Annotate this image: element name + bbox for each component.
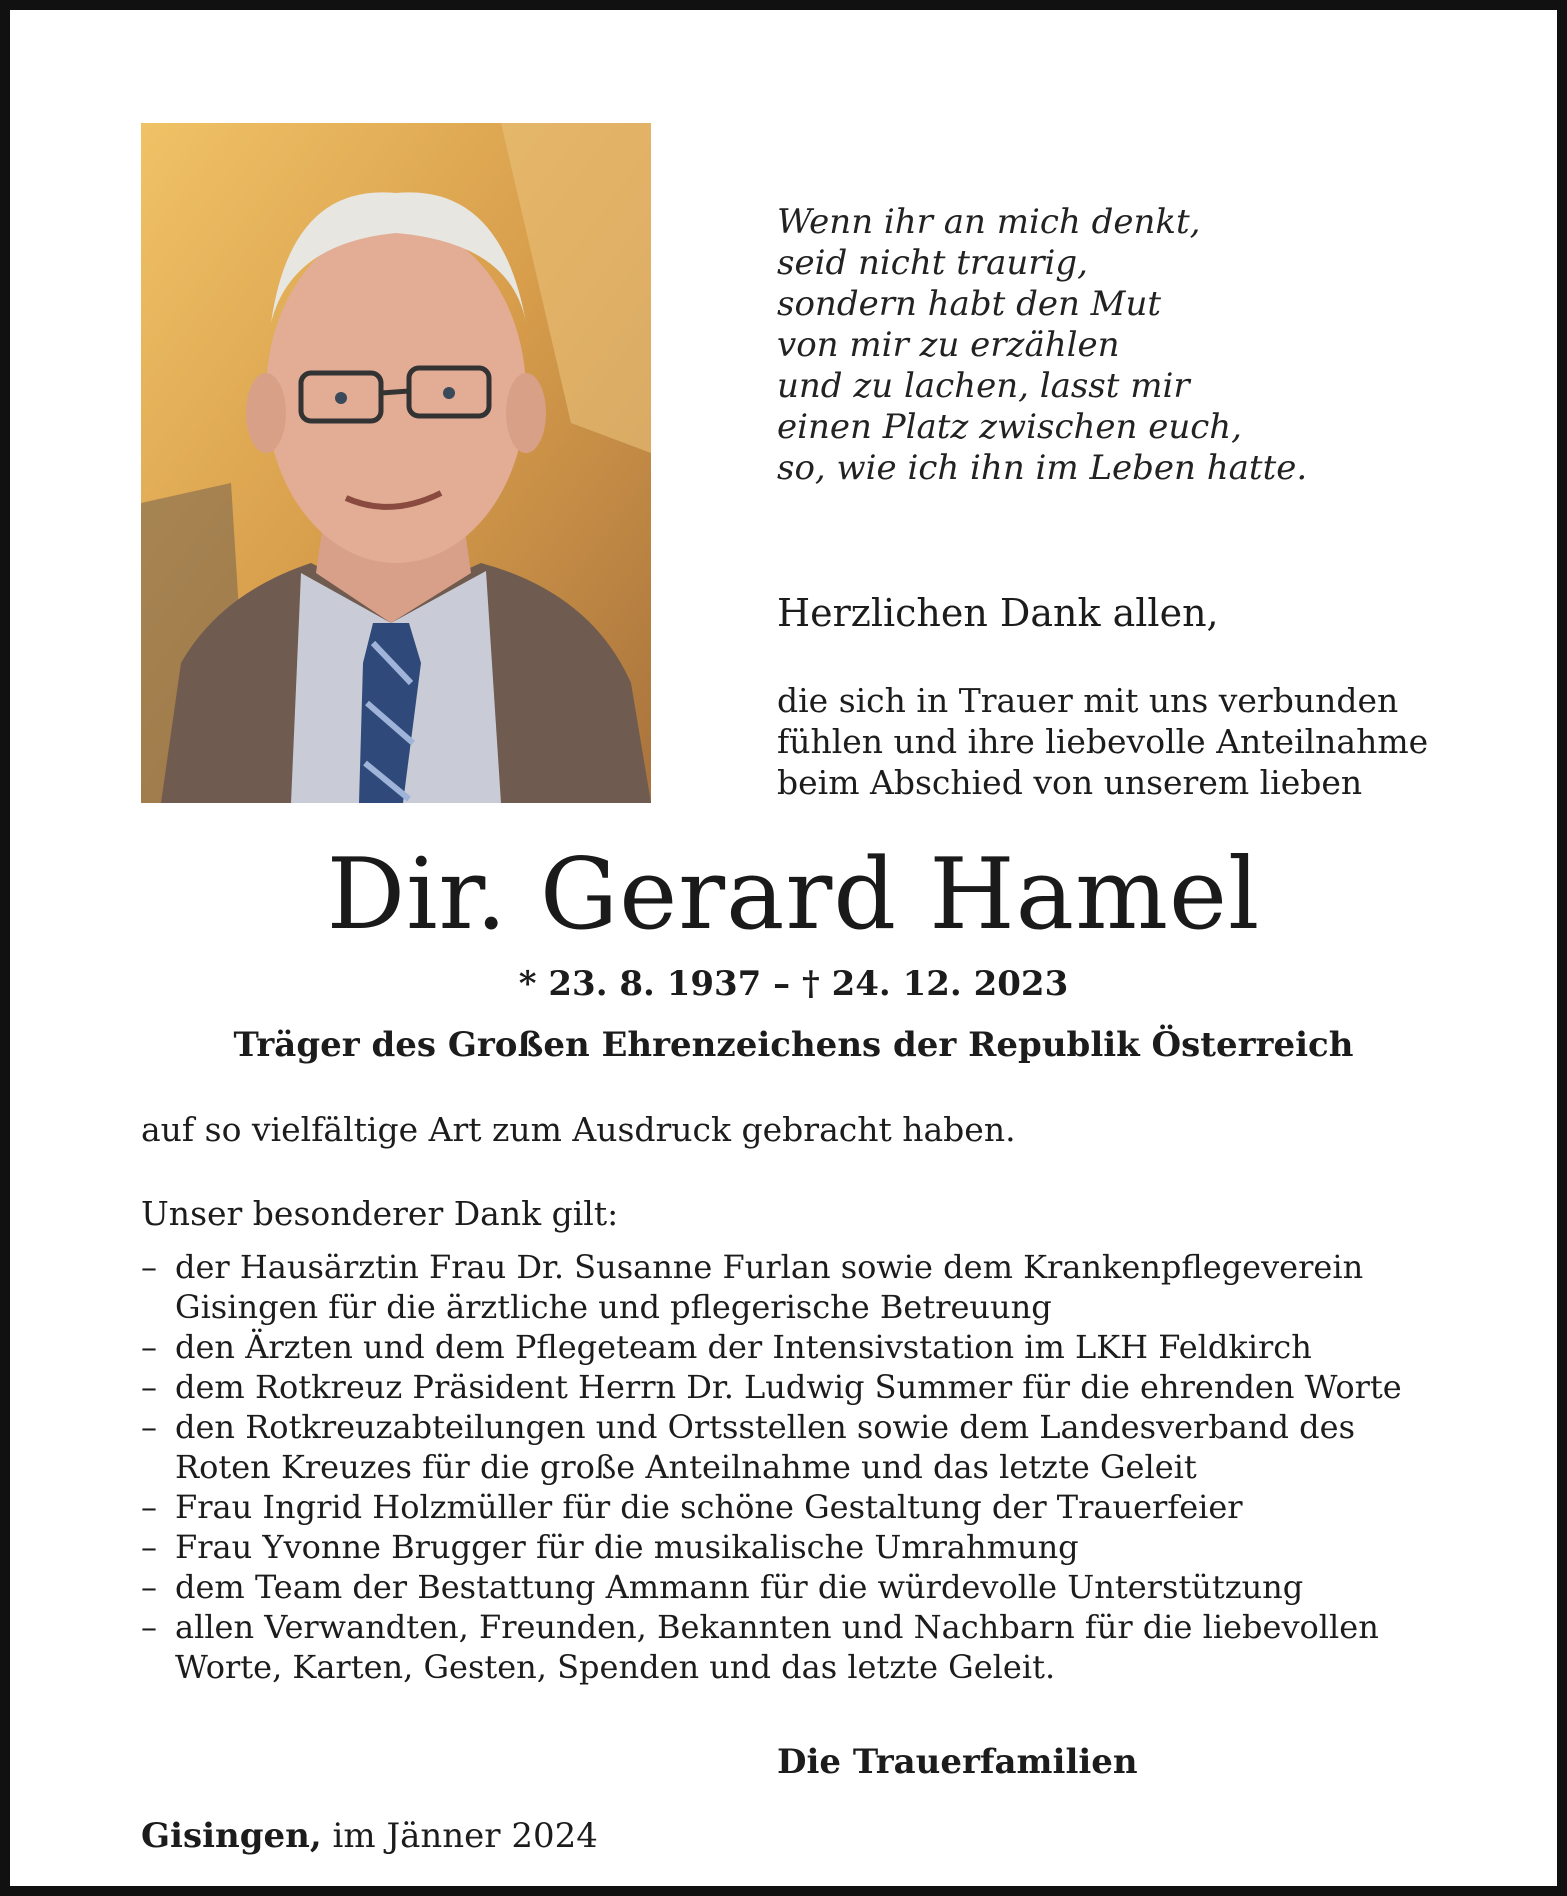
list-item-line: der Hausärztin Frau Dr. Susanne Furlan sowie dem Krankenpflegeverein [175,1248,1364,1286]
dash-marker: – [141,1368,157,1406]
intro-line: fühlen und ihre liebevolle Anteilnahme [777,722,1429,761]
thanks-heading: Herzlichen Dank allen, [777,591,1219,635]
poem-line: und zu lachen, lasst mir [777,366,1190,406]
special-thanks-heading: Unser besonderer Dank gilt: [141,1194,619,1233]
list-item-line: allen Verwandten, Freunden, Bekannten und Nachbarn für die liebevollen [175,1608,1379,1646]
dash-marker: – [141,1608,157,1646]
list-item [141,1527,1451,1567]
list-item [141,1407,1451,1487]
poem-line: sondern habt den Mut [777,284,1162,324]
list-item-line: Frau Yvonne Brugger für die musikalische Umrahmung [175,1528,1079,1566]
portrait-photo [141,123,651,803]
dash-marker: – [141,1248,157,1286]
dash-marker: – [141,1568,157,1606]
thanks-intro [777,680,1447,803]
dash-marker: – [141,1328,157,1366]
place-date-text: im Jänner 2024 [332,1816,598,1856]
list-item [141,1567,1451,1607]
list-item [141,1247,1451,1327]
dash-marker: – [141,1408,157,1446]
list-item-line: den Rotkreuzabteilungen und Ortsstellen sowie dem Landesverband des [175,1408,1355,1446]
poem [777,202,1377,489]
list-item [141,1367,1451,1407]
list-item-line: Worte, Karten, Gesten, Spenden und das letzte Geleit. [175,1648,1056,1686]
honor-title: Träger des Großen Ehrenzeichens der Republik Österreich [233,1025,1354,1065]
place-date [141,1814,598,1858]
list-item [141,1327,1451,1367]
poem-line: Wenn ihr an mich denkt, [777,202,1201,242]
list-item [141,1607,1451,1687]
list-item-line: Gisingen für die ärztliche und pflegerische Betreuung [175,1288,1052,1326]
list-item-line: Frau Ingrid Holzmüller für die schöne Gestaltung der Trauerfeier [175,1488,1243,1526]
list-item-line: dem Rotkreuz Präsident Herrn Dr. Ludwig Summer für die ehrenden Worte [175,1368,1402,1406]
intro-line: die sich in Trauer mit uns verbunden [777,681,1399,720]
portrait-illustration [141,123,651,803]
signature: Die Trauerfamilien [777,1742,1138,1782]
poem-line: von mir zu erzählen [777,325,1120,365]
poem-line: seid nicht traurig, [777,243,1088,283]
special-thanks-list [141,1247,1451,1687]
dash-marker: – [141,1528,157,1566]
thanks-closing: auf so vielfältige Art zum Ausdruck gebracht haben. [141,1110,1016,1149]
list-item-line: den Ärzten und dem Pflegeteam der Intensivstation im LKH Feldkirch [175,1328,1312,1366]
intro-line: beim Abschied von unserem lieben [777,763,1363,802]
deceased-name: Dir. Gerard Hamel [326,838,1261,952]
list-item-line: dem Team der Bestattung Ammann für die würdevolle Unterstützung [175,1568,1304,1606]
life-dates: * 23. 8. 1937 – † 24. 12. 2023 [518,964,1069,1004]
poem-line: so, wie ich ihn im Leben hatte. [777,448,1308,488]
place-town: Gisingen, [141,1816,322,1856]
list-item [141,1487,1451,1527]
dash-marker: – [141,1488,157,1526]
list-item-line: Roten Kreuzes für die große Anteilnahme und das letzte Geleit [175,1448,1197,1486]
poem-line: einen Platz zwischen euch, [777,407,1242,447]
